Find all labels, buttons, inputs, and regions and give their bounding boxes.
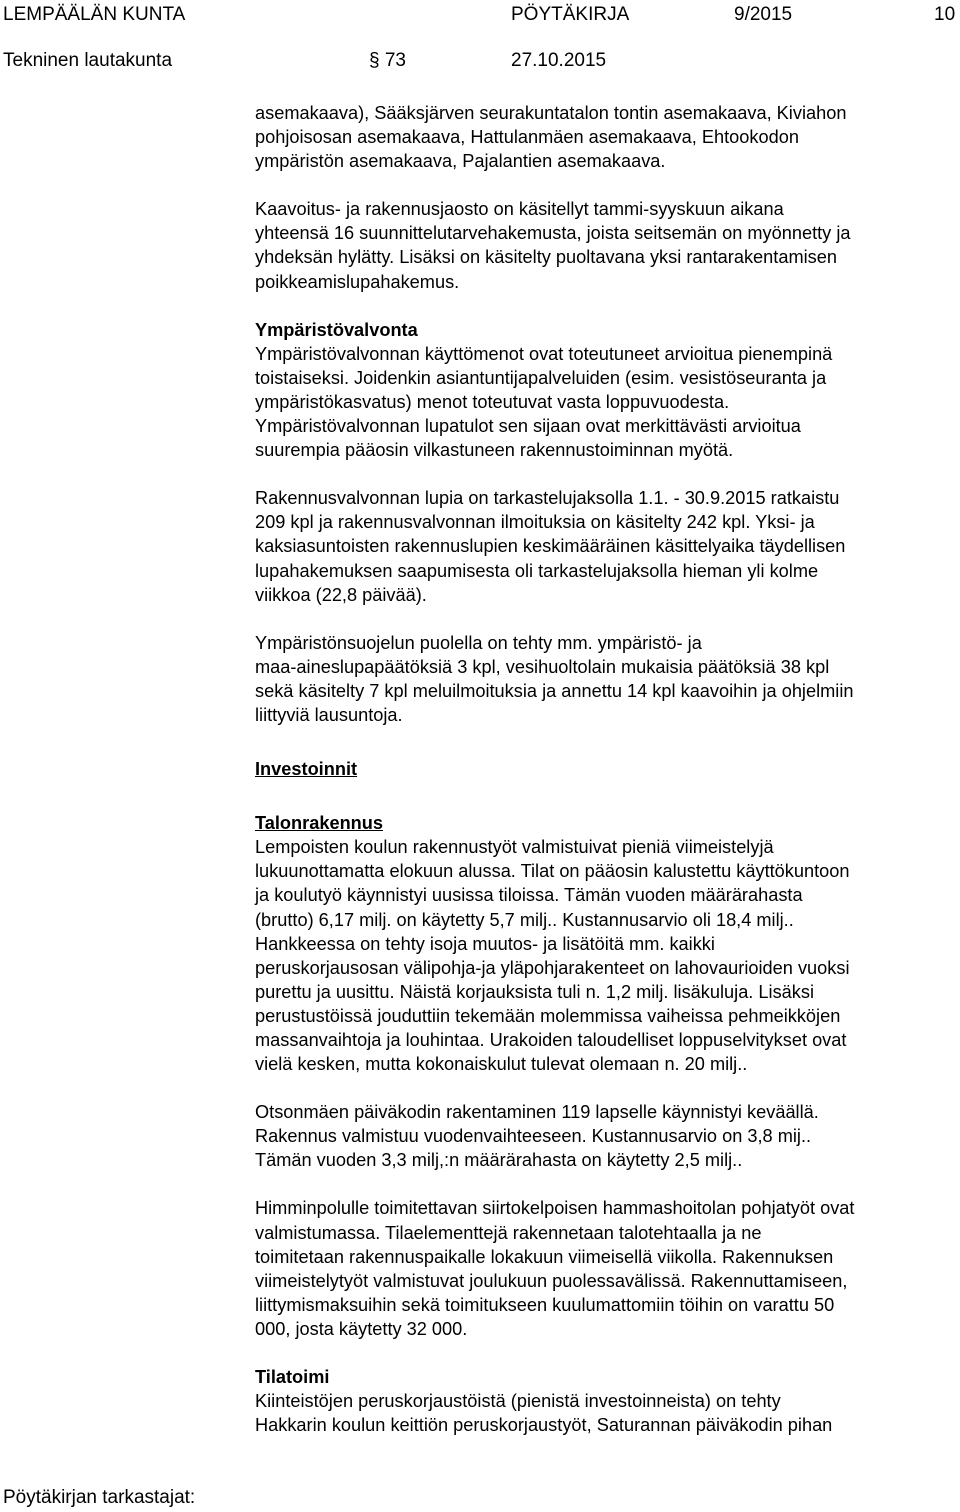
section-heading: Ympäristövalvonta xyxy=(255,319,418,340)
page-number: 10 xyxy=(934,4,956,25)
text-line: Ympäristövalvonnan lupatulot sen sijaan ovat merkittävästi arvioitua xyxy=(255,416,801,437)
paragraph xyxy=(255,486,955,606)
text-line: ympäristön asemakaava, Pajalantien asemakaava. xyxy=(255,151,666,172)
text-line: Tämän vuoden 3,3 milj,:n määrärahasta on käytetty 2,5 milj.. xyxy=(255,1150,743,1171)
document-body xyxy=(255,101,955,1437)
text-line: Hakkarin koulun keittiön peruskorjaustyöt, Saturannan päiväkodin pihan xyxy=(255,1415,833,1436)
section-number: § 73 xyxy=(369,50,406,71)
board-name: Tekninen lautakunta xyxy=(3,50,173,71)
text-line: toimitetaan rakennuspaikalle lokakuun viimeisellä viikolla. Rakennuksen xyxy=(255,1246,834,1267)
paragraph xyxy=(255,318,955,463)
paragraph xyxy=(255,1196,955,1341)
text-line: Otsonmäen päiväkodin rakentaminen 119 lapselle käynnistyi keväällä. xyxy=(255,1102,819,1123)
paragraph xyxy=(255,757,955,781)
text-line: liittyviä lausuntoja. xyxy=(255,704,403,725)
text-line: sekä käsitelty 7 kpl meluilmoituksia ja annettu 14 kpl kaavoihin ja ohjelmiin xyxy=(255,680,854,701)
text-line: Kaavoitus- ja rakennusjaosto on käsitellyt tammi-syyskuun aikana xyxy=(255,199,784,220)
text-line: kaksiasuntoisten rakennuslupien keskimääräinen käsittelyaika täydellisen xyxy=(255,536,846,557)
paragraph xyxy=(255,811,955,1076)
text-line: Ympäristönsuojelun puolella on tehty mm. ympäristö- ja xyxy=(255,632,702,653)
text-line: pohjoisosan asemakaava, Hattulanmäen asemakaava, Ehtookodon xyxy=(255,127,799,148)
text-line: poikkeamislupahakemus. xyxy=(255,271,460,292)
text-line: Himminpolulle toimitettavan siirtokelpoisen hammashoitolan pohjatyöt ovat xyxy=(255,1198,855,1219)
text-line: 000, josta käytetty 32 000. xyxy=(255,1318,468,1339)
text-line: massanvaihtoja ja louhintaa. Urakoiden taloudelliset loppuselvitykset ovat xyxy=(255,1030,847,1050)
text-line: vielä kesken, mutta kokonaiskulut tulevat olemaan n. 20 milj.. xyxy=(255,1054,748,1075)
section-heading: Talonrakennus xyxy=(255,813,384,834)
text-line: ympäristökasvatus) menot toteutuvat vasta loppuvuodesta. xyxy=(255,391,730,412)
text-line: lukuunottamatta elokuun alussa. Tilat on pääosin kalustettu käyttökuntoon xyxy=(255,861,850,882)
text-line: lupahakemuksen saapumisesta oli tarkastelujaksolla hieman yli kolme xyxy=(255,560,819,581)
paragraph xyxy=(255,101,955,173)
text-line: yhteensä 16 suunnittelutarvehakemusta, joista seitsemän on myönnetty ja xyxy=(255,223,851,244)
major-heading: Investoinnit xyxy=(255,759,358,780)
text-line: peruskorjausosan välipohja-ja yläpohjarakenteet on lahovaurioiden vuoksi xyxy=(255,957,850,978)
paragraph xyxy=(255,631,955,727)
issue-number: 9/2015 xyxy=(734,4,793,25)
text-line: Rakennusvalvonnan lupia on tarkastelujaksolla 1.1. - 30.9.2015 ratkaistu xyxy=(255,488,840,509)
text-line: Ympäristövalvonnan käyttömenot ovat toteutuneet arvioitua pienempinä xyxy=(255,343,833,364)
text-line: asemakaava), Sääksjärven seurakuntatalon tontin asemakaava, Kiviahon xyxy=(255,103,847,123)
paragraph xyxy=(255,1365,955,1437)
text-line: Hankkeessa on tehty isoja muutos- ja lisätöitä mm. kaikki xyxy=(255,933,715,954)
text-line: suurempia pääosin vilkastuneen rakennustoiminnan myötä. xyxy=(255,440,734,461)
text-line: 209 kpl ja rakennusvalvonnan ilmoituksia on käsitelty 242 kpl. Yksi- ja xyxy=(255,512,815,533)
municipality-name: LEMPÄÄLÄN KUNTA xyxy=(3,4,186,25)
paragraph xyxy=(255,1100,955,1172)
text-line: Kiinteistöjen peruskorjaustöistä (pienistä investoinneista) on tehty xyxy=(255,1391,781,1412)
reviewers-label: Pöytäkirjan tarkastajat: xyxy=(3,1487,196,1508)
text-line: purettu ja uusittu. Näistä korjauksista tuli n. 1,2 milj. lisäkuluja. Lisäksi xyxy=(255,981,815,1002)
text-line: Lempoisten koulun rakennustyöt valmistuivat pieniä viimeistelyjä xyxy=(255,837,774,858)
document-type: PÖYTÄKIRJA xyxy=(511,4,630,25)
text-line: viimeistelytyöt valmistuvat joulukuun puolessavälissä. Rakennuttamiseen, xyxy=(255,1270,848,1291)
text-line: liittymismaksuihin sekä toimitukseen kuulumattomiin töihin on varattu 50 xyxy=(255,1294,835,1315)
text-line: Rakennus valmistuu vuodenvaihteeseen. Kustannusarvio on 3,8 mij.. xyxy=(255,1126,812,1147)
text-line: viikkoa (22,8 päivää). xyxy=(255,584,427,605)
text-line: valmistumassa. Tilaelementtejä rakennetaan talotehtaalla ja ne xyxy=(255,1222,762,1243)
text-line: ja koulutyö käynnistyi uusissa tiloissa. Tämän vuoden määrärahasta xyxy=(255,885,803,906)
text-line: toistaiseksi. Joidenkin asiantuntijapalveluiden (esim. vesistöseuranta ja xyxy=(255,367,827,388)
text-line: maa-aineslupapäätöksiä 3 kpl, vesihuoltolain mukaisia päätöksiä 38 kpl xyxy=(255,656,830,677)
text-line: (brutto) 6,17 milj. on käytetty 5,7 milj.. Kustannusarvio oli 18,4 milj.. xyxy=(255,909,794,930)
text-line: perustustöissä jouduttiin tekemään molemmissa vaiheissa pehmeikköjen xyxy=(255,1005,841,1026)
paragraph xyxy=(255,197,955,293)
section-heading: Tilatoimi xyxy=(255,1367,330,1388)
meeting-date: 27.10.2015 xyxy=(511,50,607,71)
text-line: yhdeksän hylätty. Lisäksi on käsitelty puoltavana yksi rantarakentamisen xyxy=(255,247,837,268)
